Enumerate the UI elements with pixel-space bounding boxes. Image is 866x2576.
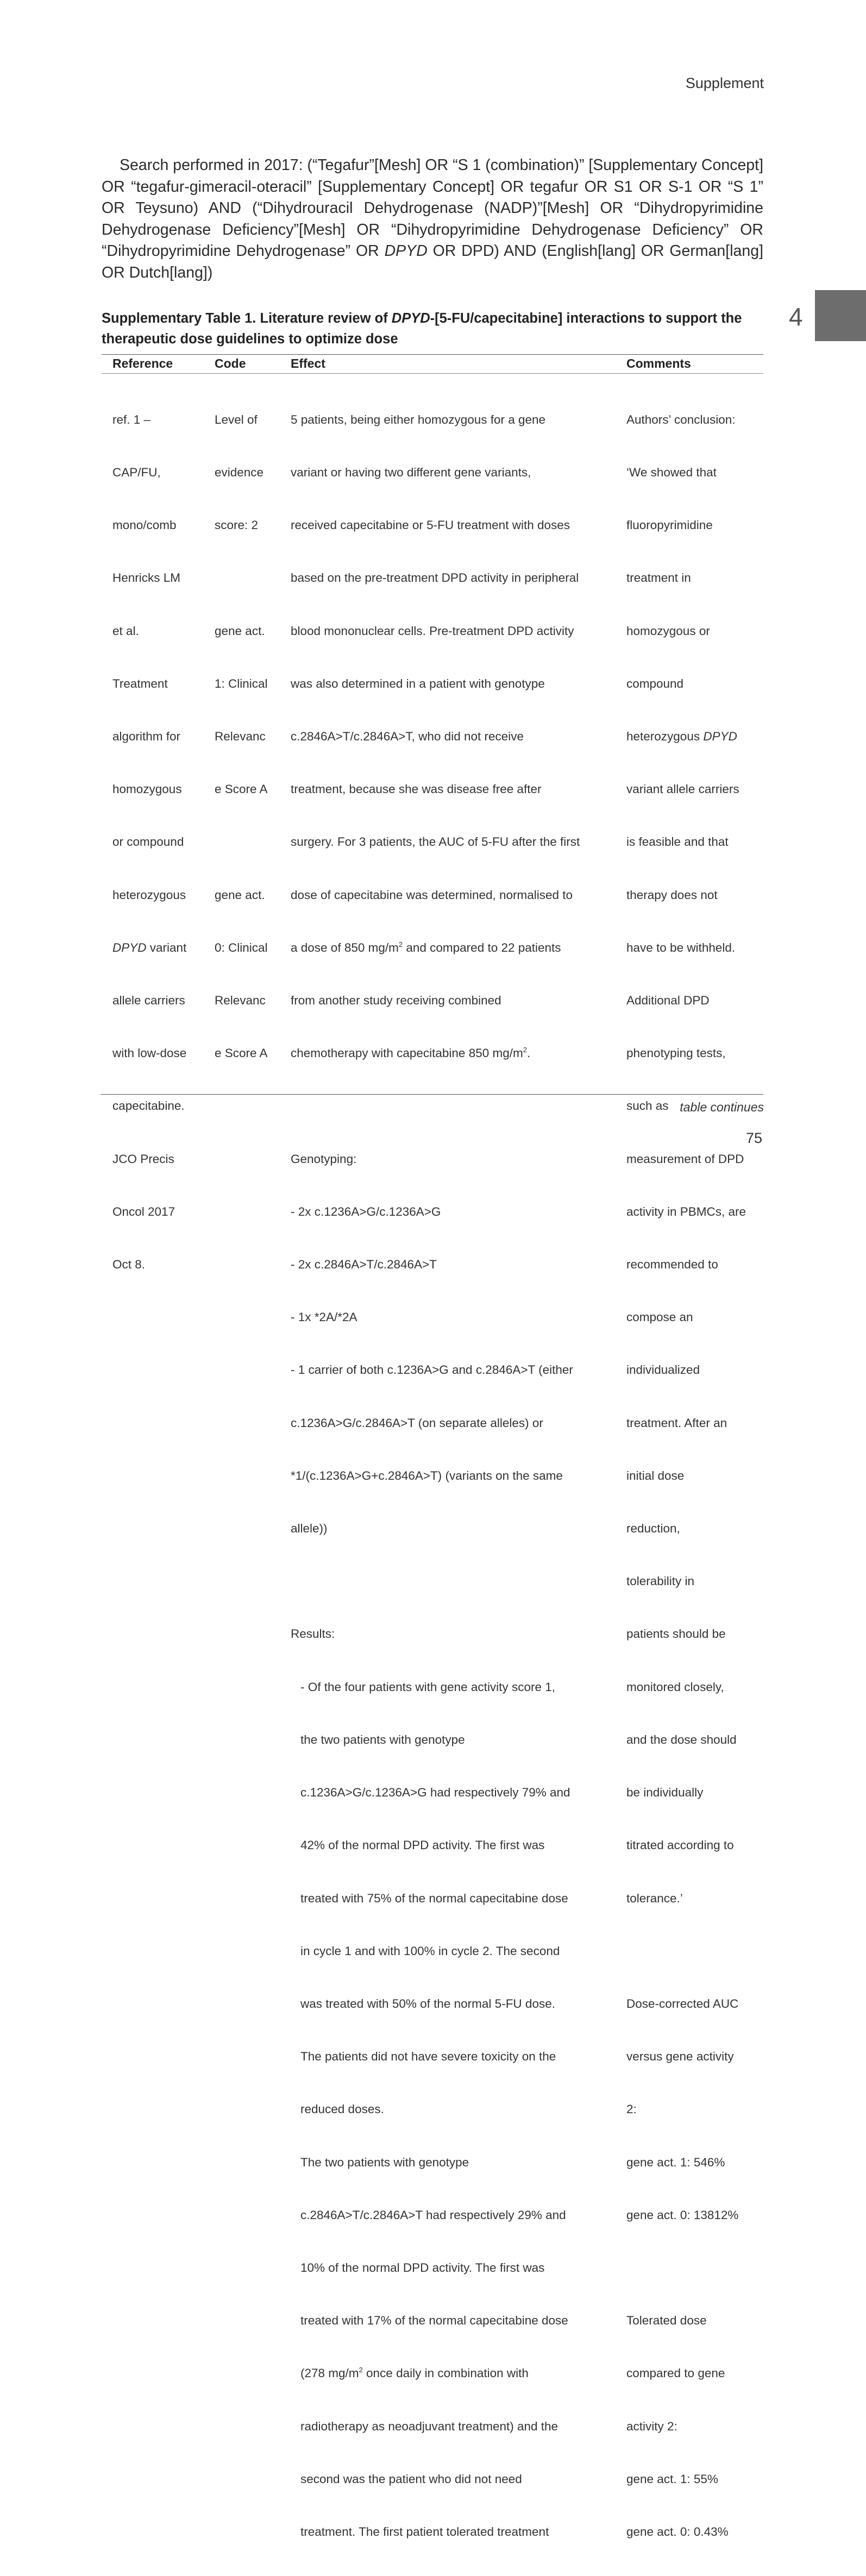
table-line: evidence xyxy=(215,466,264,480)
table-line: Tolerated dose xyxy=(626,2314,707,2328)
table-line: or compound xyxy=(112,835,184,849)
table-header-rule xyxy=(102,373,763,374)
table-line: gene act. 1: 55% xyxy=(626,2472,718,2486)
table-line: allele carriers xyxy=(112,994,185,1008)
table-line xyxy=(112,939,186,957)
table-line: versus gene activity xyxy=(626,2050,734,2064)
table-line: c.1236A>G/c.1236A>G had respectively 79% and xyxy=(300,1786,570,1800)
line-part: once daily in combination with xyxy=(362,2366,529,2380)
table-line: was treated with 50% of the normal 5-FU dose. xyxy=(300,1996,555,2010)
caption-italic: DPYD xyxy=(391,311,430,326)
table-line: gene act. xyxy=(215,888,265,902)
table-line: reduction, xyxy=(626,1522,680,1536)
table-line: tolerability in xyxy=(626,1574,695,1588)
table-line: gene act. 0: 0.43% xyxy=(626,2524,729,2539)
header-effect: Effect xyxy=(291,356,325,370)
page-number: 75 xyxy=(745,1130,762,1146)
table-line: the two patients with genotype xyxy=(300,1732,465,1746)
header-comments: Comments xyxy=(626,356,691,370)
table-line: variant or having two different gene variants, xyxy=(291,466,531,480)
table-line: have to be withheld. xyxy=(626,940,736,954)
table-line: initial dose xyxy=(626,1468,685,1482)
spacer xyxy=(215,569,268,587)
table-line: fluoropyrimidine xyxy=(626,518,713,532)
search-italic: DPYD xyxy=(384,242,428,260)
table-line: Relevanc xyxy=(215,730,266,744)
table-line: received capecitabine or 5-FU treatment with doses xyxy=(291,518,570,532)
table-line: Results: xyxy=(291,1627,335,1641)
table-line: Relevanc xyxy=(215,994,266,1008)
table-line: c.1236A>G/c.2846A>T (on separate alleles) or xyxy=(291,1416,543,1430)
chapter-tab xyxy=(815,290,866,341)
spacer xyxy=(626,1943,746,1960)
line-part: (278 mg/m xyxy=(300,2366,359,2380)
table-line: JCO Precis xyxy=(112,1152,174,1166)
table-line: reduced doses. xyxy=(300,2102,384,2116)
superscript: 2 xyxy=(359,2366,363,2374)
table-continues-note: table continues xyxy=(680,1100,764,1114)
table-line xyxy=(626,728,746,745)
table-line: is feasible and that xyxy=(626,835,729,849)
table-line: with low-dose xyxy=(112,1046,187,1060)
table-line: Oct 8. xyxy=(112,1258,146,1272)
reference-cell xyxy=(112,376,186,1309)
table-line: capecitabine. xyxy=(112,1099,185,1113)
table-line: homozygous or xyxy=(626,624,710,638)
table-line: treatment. After an xyxy=(626,1416,727,1430)
search-text: Search performed in 2017: (“Tegafur”[Mesh] OR “S 1 (combination)” [Supplementary Concept] OR “tegafur-gimeracil-oteracil” [Supplementary Concept] OR tegafur OR S1 OR S-1 OR “S 1” OR Teysuno) AND (“Dihydrouracil Dehydrogenase (NADP)”[Mesh] OR “Dihydropyrimidine Dehydrogenase Deficiency”[Mesh] OR “Dihydropyrimidine Dehydrogenase Deficiency” OR “Dihydropyrimidine Dehydrogenase” OR xyxy=(102,156,763,260)
table-line: 5 patients, being either homozygous for a gene xyxy=(291,412,546,426)
table-line: gene act. 1: 546% xyxy=(626,2155,725,2169)
table-line: compose an xyxy=(626,1310,693,1324)
table-line: allele)) xyxy=(291,1522,328,1536)
table-caption xyxy=(102,308,763,349)
table-line: gene act. xyxy=(215,624,265,638)
caption-text: Supplementary Table 1. Literature review of xyxy=(102,311,392,326)
line-part: and compared to 22 patients xyxy=(403,940,561,954)
table-line: e Score A xyxy=(215,1046,268,1060)
table-line xyxy=(291,939,580,957)
spacer xyxy=(291,1573,580,1590)
line-part: chemotherapy with capecitabine 850 mg/m xyxy=(291,1046,523,1060)
table-line: 42% of the normal DPD activity. The first was xyxy=(300,1838,545,1852)
chapter-number: 4 xyxy=(789,303,803,331)
superscript: 2 xyxy=(398,940,403,948)
table-line: treated with 75% of the normal capecitabine dose xyxy=(300,1891,568,1905)
table-line: 2: xyxy=(626,2102,637,2116)
table-line: Level of xyxy=(215,412,258,426)
table-line: The patients did not have severe toxicity on the xyxy=(300,2050,556,2064)
table-top-rule xyxy=(102,354,763,355)
italic-gene: DPYD xyxy=(112,940,147,954)
table-line: second was the patient who did not need xyxy=(300,2472,522,2486)
table-line: from another study receiving combined xyxy=(291,994,501,1008)
table-line: ref. 1 – xyxy=(112,412,151,426)
table-line: Authors’ conclusion: xyxy=(626,412,736,426)
table-line: based on the pre-treatment DPD activity in peripheral xyxy=(291,571,579,585)
table-line: in cycle 1 and with 100% in cycle 2. The second xyxy=(300,1944,560,1958)
table-line: c.2846A>T/c.2846A>T had respectively 29% and xyxy=(300,2208,566,2222)
table-line: treated with 17% of the normal capecitabine dose xyxy=(300,2314,568,2328)
table-line: - 2x c.2846A>T/c.2846A>T xyxy=(291,1258,437,1272)
table-line: measurement of DPD xyxy=(626,1152,744,1166)
spacer xyxy=(291,1097,580,1115)
table-line: activity in PBMCs, are xyxy=(626,1204,746,1218)
italic-gene: DPYD xyxy=(703,730,737,744)
table-line: - Of the four patients with gene activity score 1, xyxy=(300,1680,555,1694)
effect-cell xyxy=(291,376,580,2576)
table-line: compared to gene xyxy=(626,2366,725,2380)
table-line: Oncol 2017 xyxy=(112,1204,175,1218)
table-line: radiotherapy as neoadjuvant treatment) and the xyxy=(300,2419,558,2433)
search-paragraph xyxy=(102,155,763,284)
table-line: 0: Clinical xyxy=(215,940,268,954)
table-line: was also determined in a patient with genotype xyxy=(291,676,545,690)
table-line xyxy=(291,1045,580,1062)
table-line: score: 2 xyxy=(215,518,259,532)
table-line: homozygous xyxy=(112,782,182,796)
comments-cell xyxy=(626,376,746,2576)
table-line: Dose-corrected AUC xyxy=(626,1996,739,2010)
table-line: et al. xyxy=(112,624,139,638)
line-part: . xyxy=(526,1046,531,1060)
caption-text-end: -[5-FU/capecitabine] interactions to support the therapeutic dose guidelines to optimize dose xyxy=(102,311,742,347)
table-line: phenotyping tests, xyxy=(626,1046,726,1060)
table-line: gene act. 0: 13812% xyxy=(626,2208,739,2222)
header-code: Code xyxy=(215,356,246,370)
table-line: variant allele carriers xyxy=(626,782,739,796)
table-line: c.2846A>T/c.2846A>T, who did not receive xyxy=(291,730,524,744)
code-cell xyxy=(215,376,268,1097)
table-line: - 2x c.1236A>G/c.1236A>G xyxy=(291,1204,441,1218)
table-line: - 1x *2A/*2A xyxy=(291,1310,357,1324)
table-line: monitored closely, xyxy=(626,1680,724,1694)
table-line: compound xyxy=(626,676,684,690)
table-line: treatment in xyxy=(626,571,691,585)
table-line: patients should be xyxy=(626,1627,726,1641)
table-line: 10% of the normal DPD activity. The first was xyxy=(300,2260,545,2275)
spacer xyxy=(215,833,268,851)
table-line: *1/(c.1236A>G+c.2846A>T) (variants on the same xyxy=(291,1468,563,1482)
table-line: blood mononuclear cells. Pre-treatment DPD activity xyxy=(291,624,574,638)
table-line xyxy=(291,2365,580,2382)
table-line: Henricks LM xyxy=(112,571,181,585)
header-reference: Reference xyxy=(112,356,173,370)
table-line: individualized xyxy=(626,1363,700,1377)
spacer xyxy=(626,2259,746,2277)
table-line: 1: Clinical xyxy=(215,676,268,690)
table-line: tolerance.’ xyxy=(626,1891,683,1905)
table-line: mono/comb xyxy=(112,518,177,532)
table-line: such as xyxy=(626,1099,669,1113)
table-line: Treatment xyxy=(112,676,168,690)
superscript: 2 xyxy=(523,1046,527,1054)
table-line: and the dose should xyxy=(626,1732,737,1746)
table-line: heterozygous xyxy=(112,888,186,902)
table-line: treatment. The first patient tolerated treatment xyxy=(300,2524,549,2539)
table-line: be individually xyxy=(626,1786,704,1800)
running-head: Supplement xyxy=(685,75,764,91)
table-line: e Score A xyxy=(215,782,268,796)
table-line: algorithm for xyxy=(112,730,181,744)
table-bottom-rule xyxy=(101,1094,763,1095)
table-line: Additional DPD xyxy=(626,994,710,1008)
table-line: ‘We showed that xyxy=(626,466,717,480)
search-text-end: OR DPD) AND (English[lang] OR German[lang] OR Dutch[lang]) xyxy=(102,242,763,281)
table-line: titrated according to xyxy=(626,1838,734,1852)
line-part: variant xyxy=(146,940,187,954)
table-line: CAP/FU, xyxy=(112,466,161,480)
table-line: recommended to xyxy=(626,1258,718,1272)
table-line: The two patients with genotype xyxy=(300,2155,469,2169)
table-line: activity 2: xyxy=(626,2419,677,2433)
table-line: - 1 carrier of both c.1236A>G and c.2846A>T (either xyxy=(291,1363,573,1377)
line-part: heterozygous xyxy=(626,730,704,744)
table-line: surgery. For 3 patients, the AUC of 5-FU after the first xyxy=(291,835,580,849)
table-line: treatment, because she was disease free after xyxy=(291,782,542,796)
table-line: dose of capecitabine was determined, normalised to xyxy=(291,888,573,902)
line-part: a dose of 850 mg/m xyxy=(291,940,399,954)
table-line: Genotyping: xyxy=(291,1152,357,1166)
table-line: therapy does not xyxy=(626,888,718,902)
